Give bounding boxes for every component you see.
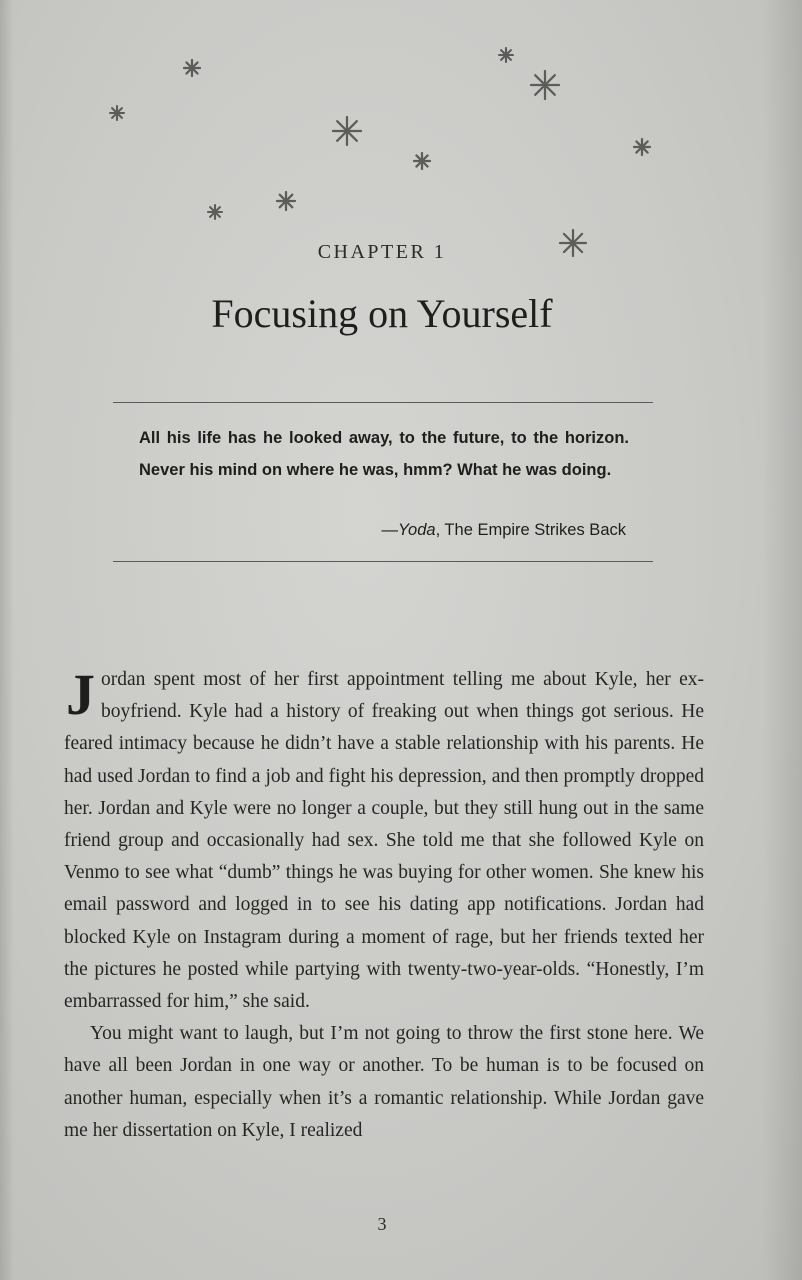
star-icon — [634, 139, 650, 155]
epigraph-quote: All his life has he looked away, to the future, to the horizon. Never his mind on where he was, hmm? What he was doing. — [139, 429, 629, 479]
epigraph-top-rule — [113, 402, 653, 403]
paragraph-1-text: ordan spent most of her first appointment telling me about Kyle, her ex-boyfriend. Kyle had a history of freaking out when things got serious. He feared intimacy because he didn’t have a stable relationship with his parents. He had used Jordan to find a job and fight his depression, and then promptly dropped her. Jordan and Kyle were no longer a couple, but they still hung out in the same friend group and occasionally had sex. She told me that she followed Kyle on Venmo to see what “dumb” things he was buying for other women. She knew his email password and logged in to see his dating app notifications. Jordan had blocked Kyle on Instagram during a moment of rage, but her friends texted her the pictures he posted while partying with twenty-two-year-olds. “Honestly, I’m embarrassed for him,” she said. — [64, 669, 704, 1013]
drop-cap: J — [66, 662, 95, 727]
star-icon — [499, 48, 513, 62]
star-icon — [277, 192, 295, 210]
chapter-label: CHAPTER 1 — [317, 241, 447, 263]
body-text — [64, 664, 704, 1147]
epigraph-attribution — [381, 521, 626, 540]
star-icon — [184, 60, 200, 76]
star-icon — [531, 71, 559, 99]
star-icon — [333, 117, 361, 145]
page-number: 3 — [377, 1214, 387, 1234]
star-icon — [110, 106, 124, 120]
chapter-title: Focusing on Yourself — [211, 291, 553, 336]
attribution-speaker: Yoda — [397, 521, 436, 539]
paragraph-1 — [64, 664, 704, 1018]
star-icon — [414, 153, 430, 169]
paragraph-2: You might want to laugh, but I’m not going to throw the first stone here. We have all been Jordan in one way or another. To be human is to be focused on another human, especially when it’s a romantic relationship. While Jordan gave me her dissertation on Kyle, I realized — [64, 1023, 704, 1141]
star-icon — [208, 205, 222, 219]
attribution-source: , The Empire Strikes Back — [435, 521, 626, 539]
attribution-dash: — — [381, 521, 398, 539]
epigraph-bottom-rule — [113, 561, 653, 562]
